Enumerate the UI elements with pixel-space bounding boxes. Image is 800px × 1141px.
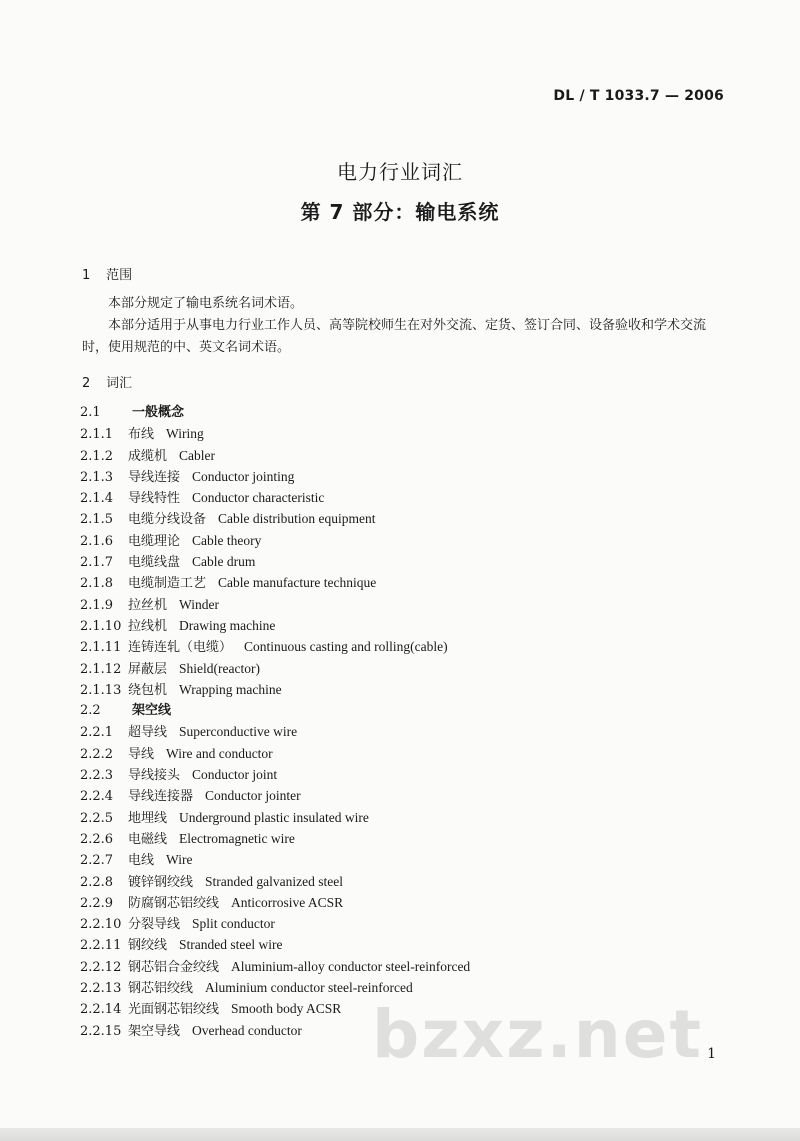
entry-code: 2.1.6 — [80, 533, 114, 549]
entry-english-term: Wire and conductor — [166, 745, 273, 761]
entry-chinese-term: 连铸连轧（电缆） — [128, 640, 233, 656]
entry-code: 2.2.2 — [80, 746, 114, 762]
entry-english-term: Stranded steel wire — [179, 937, 283, 953]
entry-english-term: Drawing machine — [179, 617, 276, 633]
vocab-entry — [80, 508, 740, 529]
vocab-entry — [80, 615, 740, 636]
vocab-entry — [80, 551, 740, 572]
entry-code: 2.2.14 — [80, 1002, 122, 1018]
standard-code: DL / T 1033.7 — 2006 — [553, 88, 724, 104]
entry-chinese-term: 光面钢芯铝绞线 — [128, 1002, 220, 1018]
document-title: 电力行业词汇 — [337, 160, 463, 184]
vocab-group-heading — [80, 700, 740, 721]
section-title: 范围 — [106, 268, 133, 283]
entry-english-term: Overhead conductor — [192, 1022, 302, 1038]
entry-code: 2.2.10 — [80, 917, 122, 933]
entry-code: 2.2.6 — [80, 831, 114, 847]
entry-english-term: Superconductive wire — [179, 724, 298, 740]
vocab-entry — [80, 913, 740, 934]
entry-chinese-term: 导线 — [128, 746, 155, 762]
page-number: 1 — [707, 1046, 716, 1062]
vocab-entry — [80, 423, 740, 444]
entry-code: 2.2.15 — [80, 1023, 122, 1039]
entry-chinese-term: 架空线 — [132, 703, 172, 719]
entry-chinese-term: 钢绞线 — [128, 938, 168, 954]
entry-chinese-term: 架空导线 — [128, 1023, 181, 1039]
entry-english-term: Wiring — [166, 426, 204, 442]
entry-code: 2.2 — [80, 703, 101, 719]
entry-code: 2.2.11 — [80, 938, 122, 954]
entry-code: 2.2.3 — [80, 768, 114, 784]
entry-english-term: Shield(reactor) — [179, 660, 260, 676]
vocab-entry — [80, 934, 740, 955]
entry-chinese-term: 屏蔽层 — [128, 661, 168, 677]
entry-english-term: Cable distribution equipment — [218, 511, 376, 527]
entry-code: 2.1.11 — [80, 640, 122, 656]
entry-english-term: Continuous casting and rolling(cable) — [244, 639, 448, 655]
entry-code: 2.1.13 — [80, 682, 122, 698]
entry-chinese-term: 导线连接 — [128, 469, 181, 485]
entry-english-term: Conductor characteristic — [192, 490, 325, 506]
vocab-entry — [80, 764, 740, 785]
vocab-entry — [80, 572, 740, 593]
entry-code: 2.1.12 — [80, 661, 122, 677]
entry-code: 2.1.10 — [80, 618, 122, 634]
entry-chinese-term: 电磁线 — [128, 831, 168, 847]
vocab-entry — [80, 466, 740, 487]
entry-code: 2.2.7 — [80, 853, 114, 869]
section-title: 词汇 — [106, 376, 133, 391]
vocab-entry — [80, 636, 740, 657]
entry-code: 2.2.4 — [80, 789, 114, 805]
entry-english-term: Split conductor — [192, 916, 275, 932]
vocab-entry — [80, 807, 740, 828]
entry-code: 2.2.8 — [80, 874, 114, 890]
vocab-entry — [80, 785, 740, 806]
section-vocab-heading — [82, 372, 132, 391]
entry-chinese-term: 镀锌钢绞线 — [128, 874, 194, 890]
entry-chinese-term: 导线接头 — [128, 768, 181, 784]
vocab-entry — [80, 658, 740, 679]
entry-english-term: Smooth body ACSR — [231, 1001, 342, 1017]
vocab-entry — [80, 892, 740, 913]
section-scope-heading — [82, 264, 132, 283]
entry-english-term: Cable theory — [192, 532, 262, 548]
vocab-entry — [80, 828, 740, 849]
entry-english-term: Stranded galvanized steel — [205, 873, 343, 889]
entry-english-term: Wire — [166, 852, 193, 868]
entry-chinese-term: 电缆线盘 — [128, 555, 181, 571]
entry-chinese-term: 导线特性 — [128, 491, 181, 507]
entry-chinese-term: 超导线 — [128, 725, 168, 741]
entry-english-term: Electromagnetic wire — [179, 830, 295, 846]
entry-chinese-term: 绕包机 — [128, 682, 168, 698]
vocab-entry — [80, 871, 740, 892]
vocab-entry — [80, 594, 740, 615]
scope-paragraph: 本部分适用于从事电力行业工作人员、高等院校师生在对外交流、定货、签订合同、设备验收和学术交流时，使用规范的中、英文名词术语。 — [82, 318, 707, 355]
document-subtitle: 第 7 部分：输电系统 — [300, 200, 500, 224]
entry-code: 2.1.5 — [80, 512, 114, 528]
entry-chinese-term: 拉线机 — [128, 618, 168, 634]
entry-chinese-term: 电缆制造工艺 — [128, 576, 207, 592]
entry-code: 2.1 — [80, 405, 101, 420]
section-number: 2 — [82, 376, 91, 391]
entry-chinese-term: 电缆理论 — [128, 533, 181, 549]
entry-code: 2.2.9 — [80, 895, 114, 911]
entry-code: 2.1.3 — [80, 469, 114, 485]
entry-english-term: Conductor joint — [192, 767, 278, 783]
entry-english-term: Conductor jointer — [205, 788, 301, 804]
entry-chinese-term: 地埋线 — [128, 810, 168, 826]
vocab-entry — [80, 956, 740, 977]
vocab-group-heading — [80, 402, 740, 423]
entry-english-term: Anticorrosive ACSR — [231, 894, 344, 910]
vocab-entry — [80, 849, 740, 870]
entry-chinese-term: 电缆分线设备 — [128, 512, 207, 528]
entry-code: 2.2.12 — [80, 959, 122, 975]
entry-chinese-term: 分裂导线 — [128, 917, 181, 933]
entry-chinese-term: 防腐钢芯铝绞线 — [128, 895, 220, 911]
vocabulary-list — [80, 402, 740, 1041]
entry-code: 2.2.5 — [80, 810, 114, 826]
entry-english-term: Wrapping machine — [179, 681, 282, 697]
entry-code: 2.1.9 — [80, 597, 114, 613]
entry-english-term: Aluminium conductor steel-reinforced — [205, 980, 413, 996]
entry-chinese-term: 钢芯铝合金绞线 — [128, 959, 220, 975]
entry-code: 2.1.7 — [80, 555, 114, 571]
vocab-entry — [80, 721, 740, 742]
entry-code: 2.1.1 — [80, 427, 114, 443]
entry-english-term: Cable manufacture technique — [218, 575, 377, 591]
scan-edge — [0, 1128, 800, 1141]
watermark: bzxz.net — [372, 996, 704, 1073]
entry-chinese-term: 拉丝机 — [128, 597, 168, 613]
entry-code: 2.2.1 — [80, 725, 114, 741]
scope-paragraphs — [82, 293, 722, 359]
entry-english-term: Cabler — [179, 447, 216, 463]
entry-chinese-term: 一般概念 — [132, 405, 185, 420]
entry-chinese-term: 成缆机 — [128, 448, 168, 464]
entry-english-term: Cable drum — [192, 554, 256, 570]
entry-chinese-term: 布线 — [128, 427, 155, 443]
entry-code: 2.1.2 — [80, 448, 114, 464]
entry-english-term: Winder — [179, 596, 219, 612]
entry-chinese-term: 钢芯铝绞线 — [128, 981, 194, 997]
vocab-entry — [80, 530, 740, 551]
entry-code: 2.2.13 — [80, 981, 122, 997]
entry-english-term: Conductor jointing — [192, 468, 295, 484]
entry-chinese-term: 导线连接器 — [128, 789, 194, 805]
entry-code: 2.1.4 — [80, 491, 114, 507]
scope-paragraph: 本部分规定了输电系统名词术语。 — [108, 296, 304, 311]
vocab-entry — [80, 487, 740, 508]
vocab-entry — [80, 445, 740, 466]
entry-english-term: Aluminium-alloy conductor steel-reinforced — [231, 958, 471, 974]
entry-english-term: Underground plastic insulated wire — [179, 809, 369, 825]
vocab-entry — [80, 743, 740, 764]
vocab-entry — [80, 679, 740, 700]
entry-code: 2.1.8 — [80, 576, 114, 592]
entry-chinese-term: 电线 — [128, 853, 155, 869]
section-number: 1 — [82, 268, 91, 283]
